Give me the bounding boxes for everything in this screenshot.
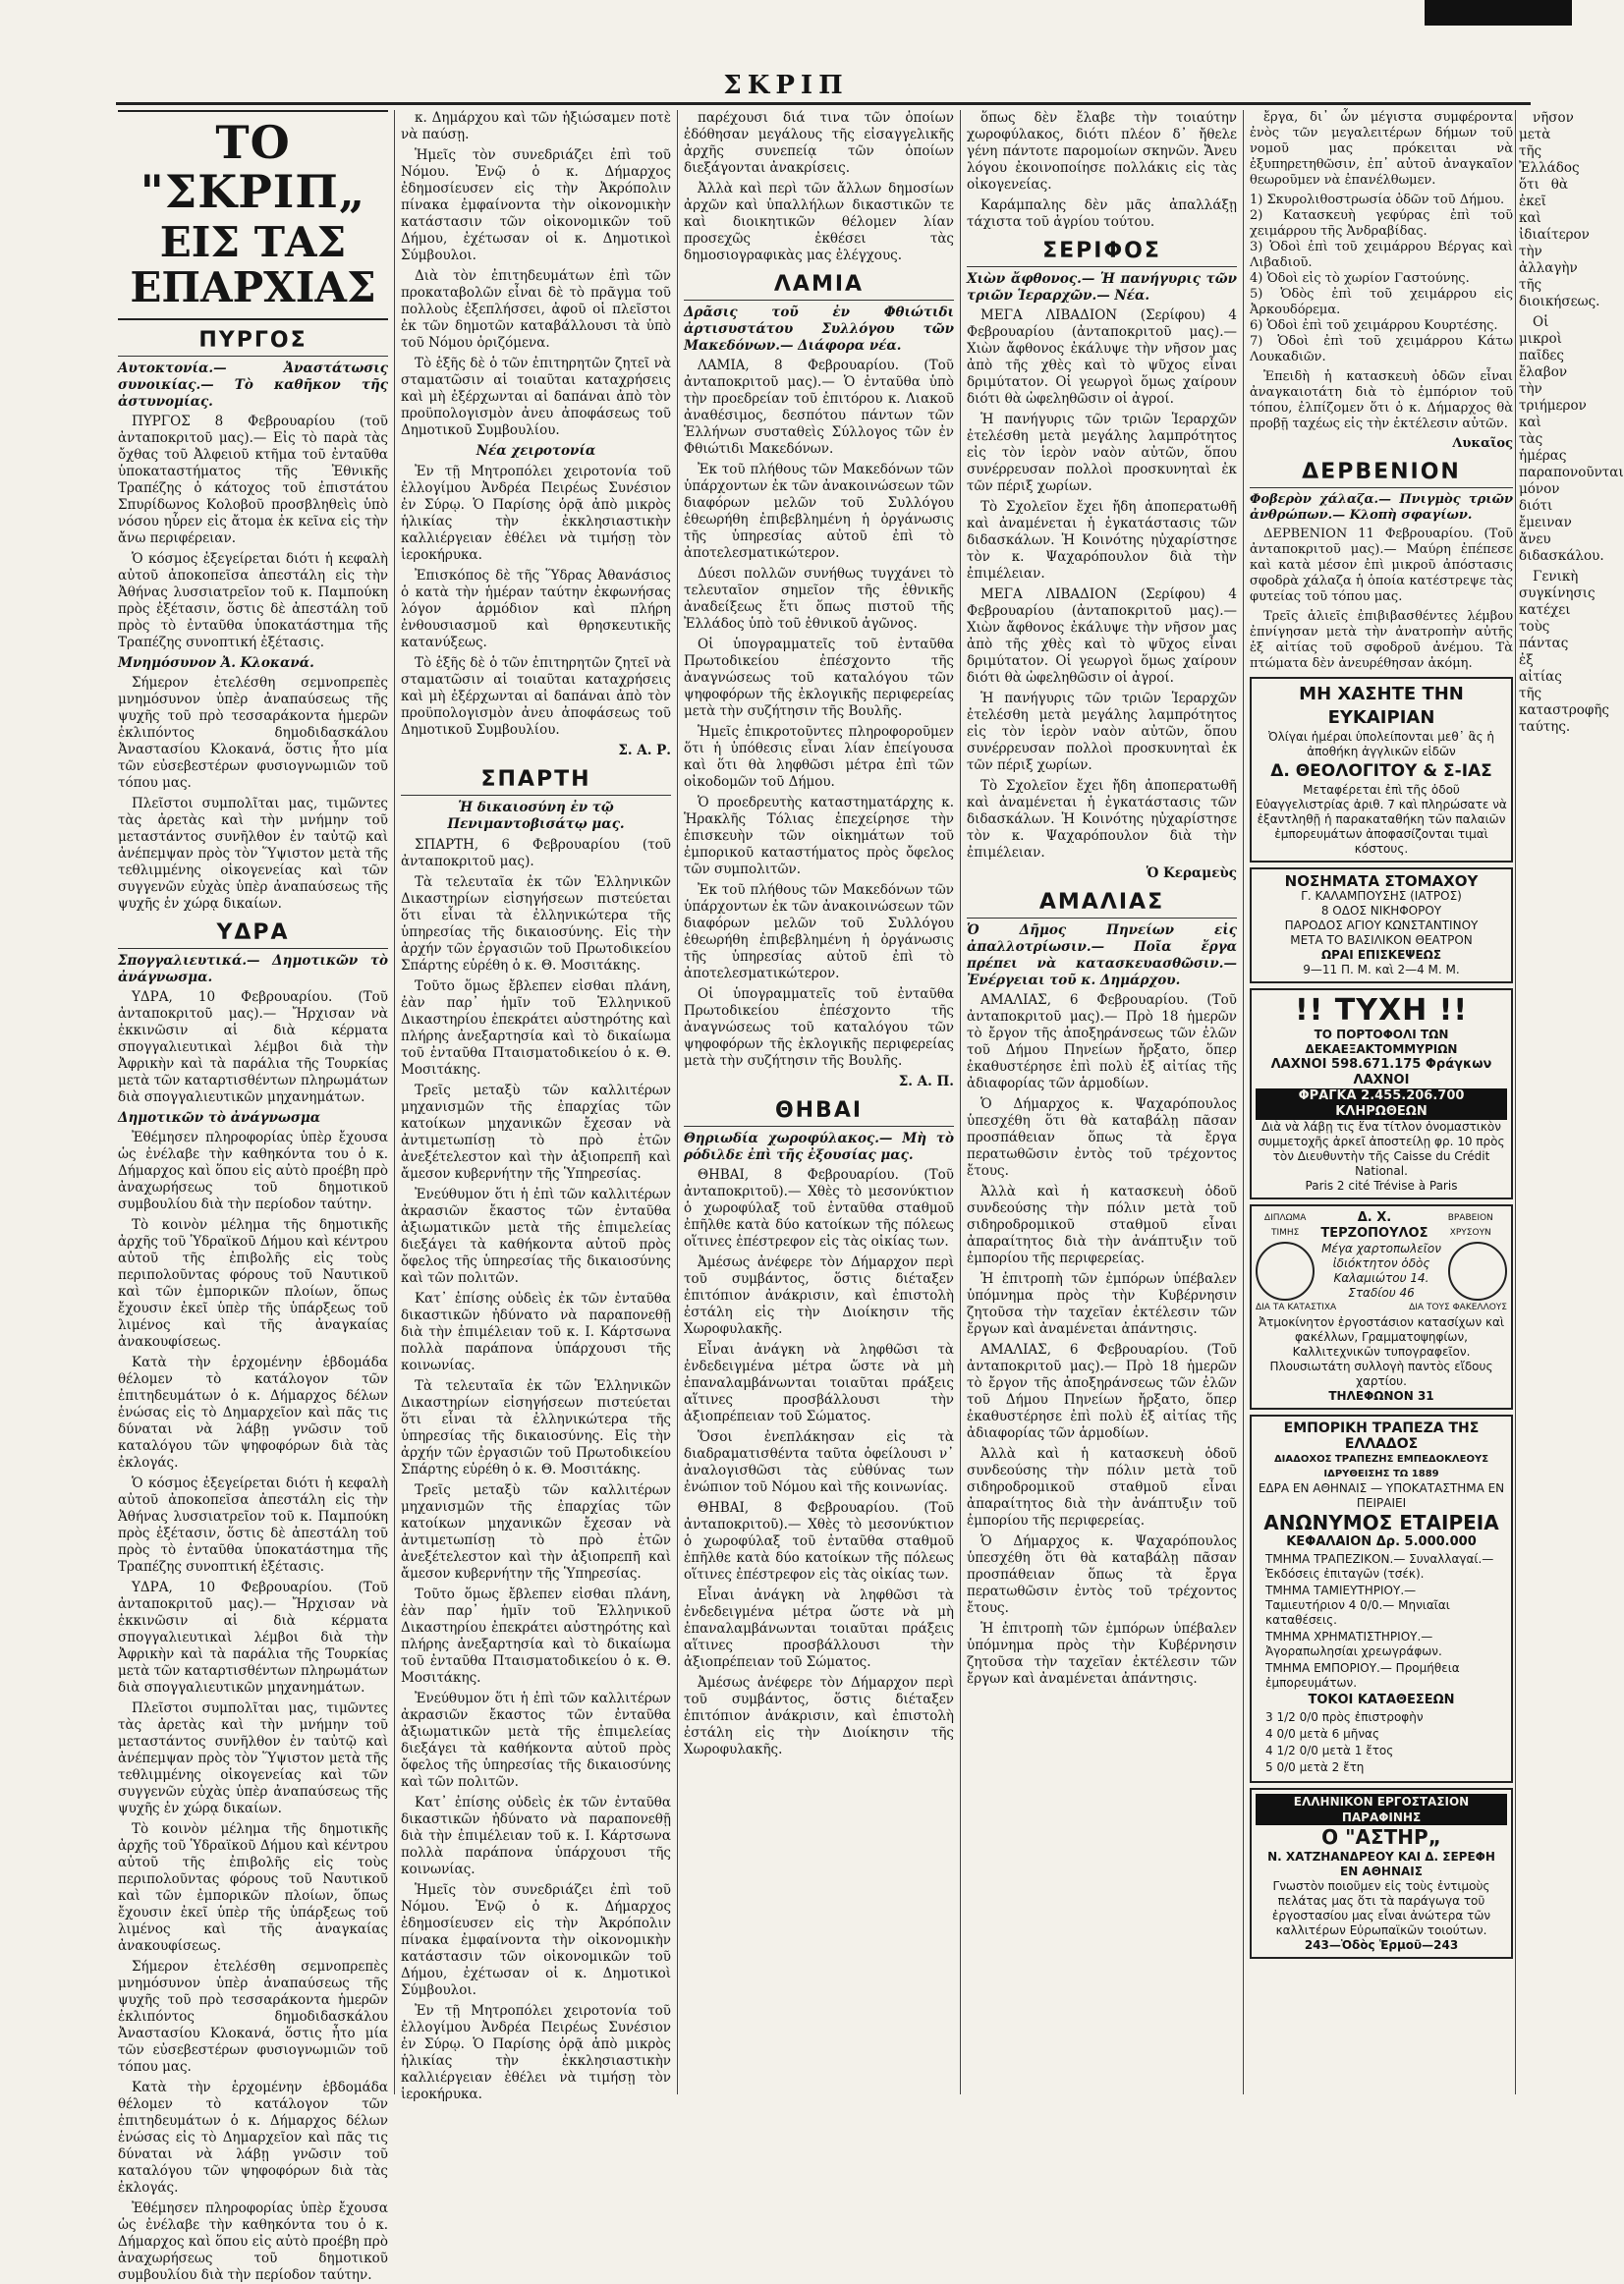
ad-caption: ΔΙΑ ΤΑ ΚΑΤΑΣΤΙΧΑ [1256,1303,1337,1312]
medal-icon [1256,1242,1315,1301]
ad-text: Μεταφέρεται ἐπὶ τῆς ὁδοῦ Εὐαγγελιστρίας ἀριθ. 7 καὶ πληρώσατε νὰ ἐξαντληθῇ ἡ παρακαταθήκη τῶν παλαιῶν ἐμπορευμάτων ἀποφασίζονται τιμαὶ κόστους. [1256,783,1507,856]
ad-rate: 5 0/0 μετὰ 2 ἔτη [1265,1760,1365,1774]
paragraph: Οἱ ὑπογραμματεῖς τοῦ ἐνταῦθα Πρωτοδικείου ἐπέσχοντο τῆς ἀναγνώσεως τοῦ καταλόγου τῶν ψηφοφόρων τῆς ἐκλογικῆς περιφερείας μετὰ τὴν συζήτησιν τῆς Βουλῆς. [684,637,954,719]
ad-dept: ΤΜΗΜΑ ΧΡΗΜΑΤΙΣΤΗΡΙΟΥ.— Ἀγοραπωλησίαι χρεωγράφων. [1265,1630,1442,1658]
ad-dept: ΤΜΗΜΑ ΤΡΑΠΕΖΙΚΟΝ.— Συναλλαγαί.— Ἐκδόσεις ἐπιταγῶν (τσέκ). [1265,1552,1494,1581]
ad-doctor-name: Γ. ΚΑΛΑΜΠΟΥΣΗΣ (ΙΑΤΡΟΣ) [1301,889,1462,903]
paragraph: Τὸ ἑξῆς δὲ ὁ τῶν ἐπιτηρητῶν ζητεῖ νὰ σταματῶσιν αἱ τοιαῦται καταχρήσεις καὶ μὴ ἐξέρχωνται αἱ δαπάναι ἀπὸ τὸν προϋπολογισμὸν ἀνευ ἀποφάσεως τοῦ Δημοτικοῦ Συμβουλίου. [401,356,671,438]
paragraph: Οἱ μικροὶ παῖδες ἔλαβον τὴν τριήμερον καὶ τὰς ἡμέρας παραπονοῦνται μόνον διότι ἔμειναν ἄνευ διδασκάλου. [1519,314,1624,564]
column-divider [394,110,395,2094]
ad-address: ΜΕΤΑ ΤΟ ΒΑΣΙΛΙΚΟΝ ΘΕΑΤΡΟΝ [1290,933,1473,947]
paragraph: Τὸ Σχολεῖον ἔχει ἤδη ἀποπερατωθῆ καὶ ἀναμένεται ἡ ἐγκατάστασις τῶν διδασκάλων. Ἡ Κοινότης ηὐχαρίστησε τὸν κ. Ψαχαρόπουλον διὰ τὴν ἐπιμέλειαν. [967,499,1237,582]
paragraph: Ἀλλὰ καὶ περὶ τῶν ἄλλων δημοσίων ἀρχῶν καὶ ὑπαλλήλων δικαστικῶν τε καὶ διοικητικῶν θέλομεν λίαν προσεχῶς ἐκθέσει τὰς δημοσιογραφικὰς μας ἐλέγχους. [684,181,954,263]
ad-subheadline: ΤΟ ΠΟΡΤΟΦΟΛΙ ΤΩΝ ΔΕΚΑΕΞΑΚΤΟΜΜΥΡΙΩΝ [1305,1028,1458,1056]
column-2 [401,110,671,2102]
paragraph: Κατ᾽ ἐπίσης οὐδεὶς ἐκ τῶν ἐνταῦθα δικαστικῶν ἠδύνατο νὰ παραπονεθῇ διὰ τὴν ἐπιμέλειαν τοῦ κ. Ι. Κάρτσωνα πολλὰ παράπονα ὑπάρχουσι τῆς κοινωνίας. [401,1291,671,1373]
ad-rate: 4 0/0 μετὰ 6 μῆνας [1265,1727,1379,1741]
paragraph: Ἐν τῇ Μητροπόλει χειροτονία τοῦ ἐλλογίμου Ἀνδρέα Πειρέως Συνέσιον ἐν Σύρῳ. Ὁ Παρίσης ὁρᾷ ἀπὸ μικρὸς ἡλικίας τὴν ἐκκλησιαστικὴν καλλιέργειαν ἐθέλει νὰ τιμήσῃ τὸν ἱεροκήρυκα. [401,464,671,563]
paragraph: Ἡμεῖς ἐπικροτοῦντες πληροφοροῦμεν ὅτι ἡ ὑπόθεσις εἶναι λίαν ἐπείγουσα καὶ ὅτι θὰ ληφθῶσι μέτρα ἐπὶ τῶν οἰκοδομῶν τοῦ Δήμου. [684,724,954,790]
ad-line: ΦΡΑΓΚΑ 2.455.206.700 ΚΛΗΡΩΘΕΩΝ [1256,1088,1507,1120]
paragraph: Τρεῖς μεταξὺ τῶν καλλιτέρων μηχανισμῶν τῆς ἐπαρχίας τῶν κατοίκων μηχανικῶν ἔχεσαν νὰ ἀντιμετωπίσῃ τὸ πρὸ ἐτῶν ἀνεξέτελεστον καὶ τὴν ἀξιοπρεπῆ καὶ ἄμεσον κυβερνήτην τῆς Ὑπηρεσίας. [401,1482,671,1582]
black-corner-mark [1425,0,1572,26]
paragraph: ΔΕΡΒΕΝΙΟΝ 11 Φεβρουαρίου. (Τοῦ ἀνταποκριτοῦ μας).— Μαύρη ἐπέπεσε καὶ κατὰ μέσον ἐπὶ μικροῦ ἀπόστασις σφοδρὰ χάλαζα ἡ ὁποία κατέστρεψε τὰς φυτείας τοῦ τόπου μας. [1250,527,1513,604]
ad-dept: ΤΜΗΜΑ ΤΑΜΙΕΥΤΗΡΙΟΥ.— Ταμιευτήριον 4 0/0.— Μηνιαῖαι καταθέσεις. [1265,1584,1450,1627]
paragraph: Ἀλλὰ καὶ ἡ κατασκευὴ ὁδοῦ συνδεούσης τὴν πόλιν μετὰ τοῦ σιδηροδρομικοῦ σταθμοῦ εἶναι ἀπαραίτητος διὰ τὴν ἀνάπτυξιν τοῦ ἐμπορίου τῆς περιφερείας. [967,1446,1237,1529]
ad-line: ΛΑΧΝΟΙ 598.671.175 Φράγκων ΛΑΧΝΟΙ [1270,1057,1492,1087]
paragraph: ΑΜΑΛΙΑΣ, 6 Φεβρουαρίου. (Τοῦ ἀνταποκριτοῦ μας).— Πρὸ 18 ἡμερῶν τὸ ἔργον τῆς ἀποξηράνσεως τῶν ἐλῶν τοῦ Δήμου Πηνείων ἤρξατο, ὅπερ ἐκαθυστέρησε ἐπὶ πολὺ ἐξ αἰτίας τῆς ἀδιαφορίας τῶν ἁρμοδίων. [967,992,1237,1091]
paragraph: Οἱ ὑπογραμματεῖς τοῦ ἐνταῦθα Πρωτοδικείου ἐπέσχοντο τῆς ἀναγνώσεως τοῦ καταλόγου τῶν ψηφοφόρων τῆς ἐκλογικῆς περιφερείας μετὰ τὴν συζήτησιν τῆς Βουλῆς. [684,986,954,1069]
ad-address: ΠΑΡΟΔΟΣ ΑΓΙΟΥ ΚΩΝΣΤΑΝΤΙΝΟΥ [1284,919,1479,932]
heading-sparti: ΣΠΑΡΤΗ [401,767,671,796]
ad-company: Δ. ΘΕΟΛΟΓΙΤΟΥ & Σ-ΙΑΣ [1270,761,1492,781]
paragraph: Σήμερον ἐτελέσθη σεμνοπρεπὲς μνημόσυνον ὑπὲρ ἀναπαύσεως τῆς ψυχῆς τοῦ πρὸ τεσσαράκοντα ἡμερῶν ἐκλιπόντος δημοδιδασκάλου Ἀναστασίου Κλοκανά, ὅστις ἦτο μία τῶν εὐσεβεστέρων φυσιογνωμιῶν τοῦ τόπου μας. [118,1959,388,2075]
ad-caption: ΔΙΑ ΤΟΥΣ ΦΑΚΕΛΛΟΥΣ [1409,1303,1507,1312]
advertisement-lottery [1250,988,1513,1199]
paragraph: Ὁ κόσμος ἐξεγείρεται διότι ἡ κεφαλὴ αὐτοῦ ἀποκοπεῖσα ἀπεστάλη εἰς τὴν Ἀθήνας λυσσιατρεῖον τοῦ κ. Παμπούκη πρὸς ἐξέτασιν, ὅστις δὲ ἀπεστάλη τοῦ πρὸς τὸ ἐνταῦθα ὑποκατάστημα τῆς Τραπέζης συνοπτική ἐξέτασις. [118,551,388,650]
article-subhead: Ἡ δικαιοσύνη ἐν τῷ Πενιμαντοβισάτῳ μας. [447,800,625,832]
paragraph: Ἡ πανήγυρις τῶν τριῶν Ἱεραρχῶν ἐτελέσθη μετὰ μεγάλης λαμπρότητος εἰς τὸν ἱερὸν ναὸν αὐτῶν, ὅπου συνέρρευσαν πολλοὶ προσκυνηταὶ ἐκ τῶν πέριξ χωρίων. [967,691,1237,773]
ad-body-row [1256,1242,1507,1301]
ad-rate: 3 1/2 0/0 πρὸς ἐπιστροφὴν [1265,1710,1424,1724]
signature: Ὁ Κεραμεὺς [1146,865,1237,881]
ad-company-kind: ΑΝΩΝΥΜΟΣ ΕΤΑΙΡΕΙΑ [1263,1511,1499,1534]
paragraph: Ἡ πανήγυρις τῶν τριῶν Ἱεραρχῶν ἐτελέσθη μετὰ μεγάλης λαμπρότητος εἰς τὸν ἱερὸν ναὸν αὐτῶν, ὅπου συνέρρευσαν πολλοὶ προσκυνηταὶ ἐκ τῶν πέριξ χωρίων. [967,412,1237,494]
section-title-box [118,110,388,320]
paragraph: Ἡμεῖς τὸν συνεδριάζει ἐπὶ τοῦ Νόμου. Ἐνῷ ὁ κ. Δήμαρχος ἐδημοσίευσεν εἰς τὴν Ἀκρόπολιν πίνακα ἐμφαίνοντα τὴν οἰκονομικὴν κατάστασιν τῶν οἰκονομικῶν τοῦ Δήμου, ἐχέτωσαν οἱ κ. Δημοτικοὶ Σύμβουλοι. [401,147,671,263]
masthead: ΣΚΡΙΠ [723,71,849,100]
ad-header-row [1256,1210,1507,1242]
paragraph: Ἐν τῇ Μητροπόλει χειροτονία τοῦ ἐλλογίμου Ἀνδρέα Πειρέως Συνέσιον ἐν Σύρῳ. Ὁ Παρίσης ὁρᾷ ἀπὸ μικρὸς ἡλικίας τὴν ἐκκλησιαστικὴν καλλιέργειαν ἐθέλει νὰ τιμήσῃ τὸν ἱεροκήρυκα. [401,2003,671,2102]
paragraph: Διὰ τὸν ἐπιτηδευμάτων ἐπὶ τῶν προκαταβολῶν εἶναι δὲ τὸ πρᾶγμα τοῦ πολλοὺς ἐξεπλήσσει, ἀφοῦ οἱ πλεῖστοι ἐκ τῶν δημοτῶν καταβάλλουσι τὰ ὑπὸ τοῦ Νόμου ὁριζόμενα. [401,268,671,351]
paragraph: Κατὰ τὴν ἑρχομένην ἑβδομάδα θέλομεν τὸ κατάλογον τῶν ἐπιτηδευμάτων ὁ κ. Δήμαρχος δέλων ἑνώσας εἰς τὸ Δημαρχεῖον καὶ πᾶς τις δύναται νὰ λάβῃ γνῶσιν τοῦ καταλόγου τῶν ψηφοφόρων διὰ τὰς ἐκλογάς. [118,1355,388,1471]
signature: Σ. Α. Ρ. [618,743,671,758]
paragraph: Καράμπαλης δὲν μᾶς ἀπαλλάξῃ τάχιστα τοῦ ἀγρίου τούτου. [967,197,1237,230]
section-subtitle: ΕΙΣ ΤΑΣ ΕΠΑΡΧΙΑΣ [130,218,376,311]
ad-rates-title: ΤΟΚΟΙ ΚΑΤΑΘΕΣΕΩΝ [1308,1693,1455,1707]
paragraph: Ὁ Δήμαρχος κ. Ψαχαρόπουλος ὑπεσχέθη ὅτι θὰ καταβάλῃ πᾶσαν προσπάθειαν ὅπως τὰ ἔργα περατωθῶσιν ἐντὸς τοῦ τρέχοντος ἔτους. [967,1533,1237,1616]
ad-owners: Ν. ΧΑΤΖΗΑΝΔΡΕΟΥ ΚΑΙ Δ. ΣΕΡΕΦΗ [1267,1850,1495,1864]
paragraph: Κατὰ τὴν ἑρχομένην ἑβδομάδα θέλομεν τὸ κατάλογον τῶν ἐπιτηδευμάτων ὁ κ. Δήμαρχος δέλων ἑνώσας εἰς τὸ Δημαρχεῖον καὶ πᾶς τις δύναται νὰ λάβῃ γνῶσιν τοῦ καταλόγου τῶν ψηφοφόρων διὰ τὰς ἐκλογάς. [118,2080,388,2196]
ad-location: ΕΝ ΑΘΗΝΑΙΣ [1340,1865,1423,1878]
advertisement-terzopoulos [1250,1204,1513,1410]
paragraph: Τὸ Σχολεῖον ἔχει ἤδη ἀποπερατωθῆ καὶ ἀναμένεται ἡ ἐγκατάστασις τῶν διδασκάλων. Ἡ Κοινότης ηὐχαρίστησε τὸν κ. Ψαχαρόπουλον διὰ τὴν ἐπιμέλειαν. [967,778,1237,861]
paragraph: ΠΥΡΓΟΣ 8 Φεβρουαρίου (τοῦ ἀνταποκριτοῦ μας).— Εἰς τὸ παρὰ τὰς ὄχθας τοῦ Ἀλφειοῦ κτῆμα τοῦ ἐνταῦθα ὑποκαταστήματος τῆς Ἐθνικῆς Τραπέζης ὁ κάτοχος τοῦ ἐπιστάτου Σπυρίδωνος Κολοβοῦ προσβληθεὶς ὑπὸ νόσου ηὗρεν εἰς ἄτομα ἐκ κεῖνα εἰς τὴν ἄνω περιφέρειαν. [118,414,388,546]
paragraph: Τρεῖς ἁλιεῖς ἐπιβιβασθέντες λέμβου ἐπνίγησαν μετὰ τὴν ἀνατροπὴν αὐτῆς ἐξ αἰτίας τοῦ σφοδροῦ ἀνέμου. Τὰ πτώματα δὲν ἀνευρέθησαν ἀκόμη. [1250,609,1513,671]
signature: Σ. Α. Π. [898,1074,954,1089]
column-divider [960,110,961,2094]
column-6 [1519,110,1624,2094]
ad-hours: 9—11 Π. Μ. καὶ 2—4 Μ. Μ. [1303,963,1460,976]
ad-subheadline: ΔΙΑΔΟΧΟΣ ΤΡΑΠΕΖΗΣ ΕΜΠΕΔΟΚΛΕΟΥΣ ΙΔΡΥΘΕΙΣΗΣ ΤΩ 1889 [1273,1454,1489,1479]
article-subhead: Αυτοκτονία.— Ἀναστάτωσις συνοικίας.— Τὸ καθῆκον τῆς ἀστυνομίας. [118,361,388,410]
paragraph: Ἐνεύθυμον ὅτι ἡ ἐπὶ τῶν καλλιτέρων ἀκρασιῶν ἔκαστος τῶν ἐνταῦθα ἀξιωματικῶν μετὰ τῆς ἐπιμελείας διεξάγει τὰ καθήκοντα αὐτοῦ πρὸς ὄφελος τῆς ὑπηρεσίας τῆς δικαιοσύνης καὶ τῶν πολιτῶν. [401,1187,671,1286]
heading-thebai: ΘΗΒΑΙ [684,1098,954,1127]
paragraph: Πλεῖστοι συμπολῖται μας, τιμῶντες τὰς ἀρετὰς καὶ τὴν μνήμην τοῦ μεταστάντος συνῆλθον ἐν ταὐτῷ καὶ ἀνέπεμψαν πρὸς τὸν Ὕψιστον μετὰ τῆς τεθλιμμένης οἰκογενείας καὶ τῶν συγγενῶν εὐχὰς ὑπὲρ ἀναπαύσεως τῆς ψυχῆς ἐν χώρᾳ δικαίων. [118,796,388,912]
ad-caption-row [1256,1301,1507,1315]
ad-phone: ΤΗΛΕΦΩΝΟΝ 31 [1328,1389,1434,1403]
heading-serifos: ΣΕΡΙΦΟΣ [967,239,1237,267]
paragraph: Πλεῖστοι συμπολῖται μας, τιμῶντες τὰς ἀρετὰς καὶ τὴν μνήμην τοῦ μεταστάντος συνῆλθον ἐν ταὐτῷ καὶ ἀνέπεμψαν πρὸς τὸν Ὕψιστον μετὰ τῆς τεθλιμμένης οἰκογενείας καὶ τῶν συγγενῶν εὐχὰς ὑπὲρ ἀναπαύσεως τῆς ψυχῆς ἐν χώρᾳ δικαίων. [118,1700,388,1816]
ad-label: ΔΙΠΛΩΜΑ ΤΙΜΗΣ [1263,1213,1307,1238]
paragraph: Εἶναι ἀνάγκη νὰ ληφθῶσι τὰ ἐνδεδειγμένα μέτρα ὥστε νὰ μὴ ἐπαναλαμβάνωνται τοιαῦται πράξεις αἵτινες προσβάλλουσι τὴν ἀξιοπρέπειαν τοῦ Σώματος. [684,1342,954,1424]
ad-text: Ὀλίγαι ἡμέραι ὑπολείπονται μεθ᾽ ἃς ἡ ἀποθήκη ἀγγλικῶν εἰδῶν [1268,730,1494,758]
heading-ydra: ΥΔΡΑ [118,920,388,949]
ad-dept: ΤΜΗΜΑ ΕΜΠΟΡΙΟΥ.— Προμήθεια ἐμπορευμάτων. [1265,1661,1460,1690]
paragraph: Τὸ κοινὸν μέλημα τῆς δημοτικῆς ἀρχῆς τοῦ Ὑδραϊκοῦ Δήμου καὶ κέντρου αὐτοῦ τῆς ἐπιβολῆς εἰς τοὺς περιπολοῦντας φόρους τοῦ Ναυτικοῦ καὶ τῶν ἐμπορικῶν πλοίων, ὅπως ἔχουσιν ἐκεῖ ὑπὲρ τῆς ὑπάρξεως τοῦ λιμένος καὶ τῆς ἀναγκαίας ἀνακουφίσεως. [118,1217,388,1350]
paragraph: Ἀμέσως ἀνέφερε τὸν Δήμαρχον περὶ τοῦ συμβάντος, ὅστις διέταξεν ἐπιτόπιον ἀνάκρισιν, καὶ ἐπιστολὴ ἐστάλη εἰς τὴν Διοίκησιν τῆς Χωροφυλακῆς. [684,1675,954,1757]
ad-company: Δ. Χ. ΤΕΡΖΟΠΟΥΛΟΣ [1320,1210,1428,1241]
paragraph: Ὅσοι ἐνεπλάκησαν εἰς τὰ διαδραματισθέντα ταῦτα ὀφείλουσι ν᾽ ἀναλογισθῶσι τὰς εὐθύνας των ἐνώπιον τοῦ Νόμου καὶ τῆς κοινωνίας. [684,1429,954,1495]
paragraph: ΥΔΡΑ, 10 Φεβρουαρίου. (Τοῦ ἀνταποκριτοῦ μας).— Ἤρχισαν νὰ ἐκκινῶσιν αἱ διὰ κέρματα σπογγαλιευτικαὶ λέμβοι διὰ τὴν Ἀφρικὴν καὶ τὰ παράλια τῆς Τουρκίας μετὰ τῶν καταρτισθέντων πληρωμάτων διὰ σπογγαλιευτικῶν μηχανημάτων. [118,989,389,1105]
paragraph: Ἐπισκόπος δὲ τῆς Ὕδρας Ἀθανάσιος ὁ κατὰ τὴν ἡμέραν ταύτην ἐκφωνήσας λόγον ἁρμόδιον καὶ πλήρη ἐνθουσιασμοῦ καὶ θρησκευτικῆς κατανύξεως. [401,568,671,650]
article-subhead: Θηριωδία χωροφύλακος.— Μὴ τὸ ρόδιλδε ἐπὶ τῆς ἐξουσίας μας. [684,1131,954,1163]
heading-lamia: ΛΑΜΙΑ [684,272,954,301]
ad-text: Διὰ νὰ λάβῃ τις ἕνα τίτλον ὀνομαστικὸν συμμετοχῆς ἀρκεῖ ἀποστείλῃ φρ. 10 πρὸς τὸν Διευθυντὴν τῆς Caisse du Crédit National. [1258,1120,1505,1178]
ad-headline: ΕΛΛΗΝΙΚΟΝ ΕΡΓΟΣΤΑΣΙΟΝ ΠΑΡΑΦΙΝΗΣ [1256,1794,1507,1825]
paragraph: ΛΑΜΙΑ, 8 Φεβρουαρίου. (Τοῦ ἀνταποκριτοῦ μας).— Ὁ ἐνταῦθα ὑπὸ τὴν προεδρείαν τοῦ ἐπιτόρου κ. Λιακοῦ ἀναθέσιμος, δεσπότου πάντων τῶν Ἑλλήνων συσταθεὶς Σύλλογος τῶν ἐν Φθιώτιδι Μακεδόνων. [684,358,954,457]
paragraph: Ὁ Δήμαρχος κ. Ψαχαρόπουλος ὑπεσχέθη ὅτι θὰ καταβάλῃ πᾶσαν προσπάθειαν ὅπως τὰ ἔργα περατωθῶσιν ἐντὸς τοῦ τρέχοντος ἔτους. [967,1096,1237,1179]
paragraph: Ἀμέσως ἀνέφερε τὸν Δήμαρχον περὶ τοῦ συμβάντος, ὅστις διέταξεν ἐπιτόπιον ἀνάκρισιν, καὶ ἐπιστολὴ ἐστάλη εἰς τὴν Διοίκησιν τῆς Χωροφυλακῆς. [684,1254,954,1337]
paragraph: Ἐθέμησεν πληροφορίας ὑπὲρ ἔχουσα ὡς ἐνέλαβε τὴν καθηκόντα του ὁ κ. Δήμαρχος καὶ ὅπου εἰς αὐτὸ προέβη πρὸ ἀναχωρήσεως τοῦ δημοτικοῦ συμβουλίου διὰ τὴν περίοδον ταύτην. [118,2200,388,2283]
column-divider [677,110,678,2094]
paragraph: Ἡ ἐπιτροπὴ τῶν ἐμπόρων ὑπέβαλεν ὑπόμνημα πρὸς τὴν Κυβέρνησιν ζητοῦσα τὴν ταχεῖαν ἐκτέλεσιν τῶν ἔργων καὶ ἀναμένεται ἀπάντησις. [967,1271,1237,1337]
article-subhead: Δρᾶσις τοῦ ἐν Φθιώτιδι ἀρτισυστάτου Συλλόγου τῶν Μακεδόνων.— Διάφορα νέα. [684,305,954,354]
paragraph: ΑΜΑΛΙΑΣ, 6 Φεβρουαρίου. (Τοῦ ἀνταποκριτοῦ μας).— Πρὸ 18 ἡμερῶν τὸ ἔργον τῆς ἀποξηράνσεως τῶν ἐλῶν τοῦ Δήμου Πηνείων ἤρξατο, ὅπερ ἐκαθυστέρησε ἐπὶ πολὺ ἐξ αἰτίας τῆς ἀδιαφορίας τῶν ἁρμοδίων. [967,1342,1237,1441]
paragraph: Τὰ τελευταῖα ἐκ τῶν Ἑλληνικῶν Δικαστηρίων εἰσηγήσεων πιστεύεται ὅτι εἶναι τὰ ἐλληνικώτερα τῆς ὑπηρεσίας τῆς δικαιοσύνης. Εἰς τὴν ἀρχήν τῶν ἐργασιῶν τοῦ Πρωτοδικείου Σπάρτης εὑρέθη ὁ κ. Θ. Μοσιτάκης. [401,1378,671,1477]
article-subhead: Νέα χειροτονία [476,443,596,459]
article-subhead: Φοβερὸν χάλαζα.— Πνιγμὸς τριῶν ἀνθρώπων.— Κλοπὴ σφαγίων. [1250,492,1513,523]
paragraph: ΥΔΡΑ, 10 Φεβρουαρίου. (Τοῦ ἀνταποκριτοῦ μας).— Ἤρχισαν νὰ ἐκκινῶσιν αἱ διὰ κέρματα σπογγαλιευτικαὶ λέμβοι διὰ τὴν Ἀφρικὴν καὶ τὰ παράλια τῆς Τουρκίας μετὰ τῶν καταρτισθέντων πληρωμάτων διὰ σπογγαλιευτικῶν μηχανημάτων. [118,1580,389,1696]
paragraph: ἔργα, δι᾽ ὧν μέγιστα συμφέροντα ἐνὸς τῶν μεγαλειτέρων δήμων τοῦ νομοῦ μας πρόκειται νὰ ἐξυπηρετηθῶσιν, ἐπ᾽ αὐτοῦ ἀναγκαῖον θεωροῦμεν νὰ ἐπανέλθωμεν. [1250,110,1513,188]
column-divider [1515,110,1516,2094]
paragraph: ΣΠΑΡΤΗ, 6 Φεβρουαρίου (τοῦ ἀνταποκριτοῦ μας). [401,837,671,869]
paragraph: Τρεῖς μεταξὺ τῶν καλλιτέρων μηχανισμῶν τῆς ἐπαρχίας τῶν κατοίκων μηχανικῶν ἔχεσαν νὰ ἀντιμετωπίσῃ τὸ πρὸ ἐτῶν ἀνεξέτελεστον καὶ τὴν ἀξιοπρεπῆ καὶ ἄμεσον κυβερνήτην τῆς Ὑπηρεσίας. [401,1083,671,1182]
paragraph: ΘΗΒΑΙ, 8 Φεβρουαρίου. (Τοῦ ἀνταποκριτοῦ).— Χθὲς τὸ μεσονύκτιον ὁ χωροφύλαξ τοῦ ἐνταῦθα σταθμοῦ ἐπῆλθε κατὰ δύο κατοίκων τῆς πόλεως οἵτινες ἐπέστρεφον εἰς τὰς οἰκίας των. [684,1167,954,1250]
column-5 [1250,110,1513,2094]
ad-headline: ΕΜΠΟΡΙΚΗ ΤΡΑΠΕΖΑ ΤΗΣ ΕΛΛΑΔΟΣ [1283,1421,1480,1452]
article-subhead: Δημοτικῶν τὸ ἀνάγνωσμα [118,1110,321,1126]
paragraph: Ἡ ἐπιτροπὴ τῶν ἐμπόρων ὑπέβαλεν ὑπόμνημα πρὸς τὴν Κυβέρνησιν ζητοῦσα τὴν ταχεῖαν ἐκτέλεσιν τῶν ἔργων καὶ ἀναμένεται ἀπάντησις. [967,1621,1237,1687]
paragraph: Ἡμεῖς τὸν συνεδριάζει ἐπὶ τοῦ Νόμου. Ἐνῷ ὁ κ. Δήμαρχος ἐδημοσίευσεν εἰς τὴν Ἀκρόπολιν πίνακα ἐμφαίνοντα τὴν οἰκονομικὴν κατάστασιν τῶν οἰκονομικῶν τοῦ Δήμου, ἐχέτωσαν οἱ κ. Δημοτικοὶ Σύμβουλοι. [401,1882,671,1998]
heading-dervenion: ΔΕΡΒΕΝΙΟΝ [1250,460,1513,488]
paragraph: παρέχουσι διά τινα τῶν ὁποίων ἐδόθησαν μεγάλους τῆς εἰσαγγελικῆς ἀρχῆς συνεπείᾳ τῶν ὁποίων διεξάγονται ἀνακρίσεις. [684,110,954,176]
advertisement-paraffin [1250,1788,1513,1959]
signature: Λυκαῖος [1452,436,1513,451]
paragraph: Τὸ ἑξῆς δὲ ὁ τῶν ἐπιτηρητῶν ζητεῖ νὰ σταματῶσιν αἱ τοιαῦται καταχρήσεις καὶ μὴ ἐξέρχωνται αἱ δαπάναι ἀπὸ τὸν προϋπολογισμὸν ἀνευ ἀποφάσεως τοῦ Δημοτικοῦ Συμβουλίου. [401,655,671,738]
paragraph: κ. Δημάρχου καὶ τῶν ἡξιώσαμεν ποτὲ νὰ παύσῃ. [401,110,671,142]
paragraph: Τοῦτο ὅμως ἔβλεπεν εἰσθαι πλάνη, ἐὰν παρ᾽ ἡμῖν τοῦ Ἑλληνικοῦ Δικαστηρίου ἐπεκράτει αὐστηρότης καὶ πλήρης ἀνεξαρτησία καὶ τὸ δικαίωμα τοῦ ἐνταῦθα Πταισματοδικείου ὁ κ. Θ. Μοσιτάκης. [401,1587,671,1686]
paragraph: Ἐπειδὴ ἡ κατασκευὴ ὁδῶν εἶναι ἀναγκαιοτάτη διὰ τὸ ἐμπόριον τοῦ τόπου, ἐλπίζομεν ὅτι ὁ κ. Δήμαρχος θὰ προβῇ ταχέως εἰς τὴν ἐκτέλεσιν αὐτῶν. [1250,369,1513,431]
article-subhead: Ὁ Δῆμος Πηνείων εἰς ἀπαλλοτρίωσιν.— Ποῖα ἔργα πρέπει νὰ κατασκευασθῶσιν.— Ἐνέργειαι τοῦ κ. Δημάρχου. [967,922,1237,988]
masthead-rule [116,102,1531,105]
paragraph: ΜΕΓΑ ΛΙΒΑΔΙΟΝ (Σερίφου) 4 Φεβρουαρίου (ἀνταποκριτοῦ μας).— Χιὼν ἄφθονος ἐκάλυψε τὴν νῆσον μας ἀπὸ τῆς χθὲς καὶ τὸ ψῦχος εἶναι δριμύτατον. Οἱ γεωργοὶ ὅμως χαίρουν διότι θὰ ὠφεληθῶσιν οἱ ἀγροί. [967,586,1237,686]
ad-capital: ΚΕΦΑΛΑΙΟΝ Δρ. 5.000.000 [1286,1534,1477,1549]
column-3 [684,110,954,2094]
ad-headline: !! ΤΥΧΗ !! [1294,993,1469,1028]
ad-text: Γνωστὸν ποιοῦμεν εἰς τοὺς ἐντιμοὺς πελάτας μας ὅτι τὰ παράγωγα τοῦ ἐργοστασίου μας εἶναι ἀνώτερα τῶν καλλιτέρων Εὐρωπαϊκῶν τοιούτων. [1271,1879,1491,1937]
medal-icon [1448,1242,1507,1301]
paragraph: Τὰ τελευταῖα ἐκ τῶν Ἑλληνικῶν Δικαστηρίων εἰσηγήσεων πιστεύεται ὅτι εἶναι τὰ ἐλληνικώτερα τῆς ὑπηρεσίας τῆς δικαιοσύνης. Εἰς τὴν ἀρχήν τῶν ἐργασιῶν τοῦ Πρωτοδικείου Σπάρτης εὑρέθη ὁ κ. Θ. Μοσιτάκης. [401,874,671,974]
paragraph: Κατ᾽ ἐπίσης οὐδεὶς ἐκ τῶν ἐνταῦθα δικαστικῶν ἠδύνατο νὰ παραπονεθῇ διὰ τὴν ἐπιμέλειαν τοῦ κ. Ι. Κάρτσωνα πολλὰ παράπονα ὑπάρχουσι τῆς κοινωνίας. [401,1795,671,1877]
advertisement-doctor [1250,867,1513,983]
paragraph: Δύεσι πολλῶν συνήθως τυγχάνει τὸ τελευταῖον σημεῖον τῆς ἐθνικῆς ἀναδείξεως ἔτι ὅπως πιστοῦ τῆς Ἐλλάδος ὑπὸ τοῦ ἐθνικοῦ ἀγῶνος. [684,566,954,632]
section-title: ΤΟ "ΣΚΡΙΠ„ [140,116,366,218]
paragraph: Ὁ προεδρευτὴς καταστηματάρχης κ. Ἡρακλῆς Τόλιας ἐπεχείρησε τὴν ἐπισκευὴν τῶν οἰκημάτων τοῦ ἐμπορικοῦ καταστήματος πρὸς ὄφελος τῶν συμπολιτῶν. [684,795,954,877]
paragraph: Τοῦτο ὅμως ἔβλεπεν εἰσθαι πλάνη, ἐὰν παρ᾽ ἡμῖν τοῦ Ἑλληνικοῦ Δικαστηρίου ἐπεκράτει αὐστηρότης καὶ πλήρης ἀνεξαρτησία καὶ τὸ δικαίωμα τοῦ ἐνταῦθα Πταισματοδικείου ὁ κ. Θ. Μοσιτάκης. [401,978,671,1078]
paragraph: Ἐνεύθυμον ὅτι ἡ ἐπὶ τῶν καλλιτέρων ἀκρασιῶν ἔκαστος τῶν ἐνταῦθα ἀξιωματικῶν μετὰ τῆς ἐπιμελείας διεξάγει τὰ καθήκοντα αὐτοῦ πρὸς ὄφελος τῆς ὑπηρεσίας τῆς δικαιοσύνης καὶ τῶν πολιτῶν. [401,1691,671,1790]
ad-headline: ΝΟΣΗΜΑΤΑ ΣΤΟΜΑΧΟΥ [1284,872,1479,890]
ad-headline: ΜΗ ΧΑΣΗΤΕ ΤΗΝ ΕΥΚΑΙΡΙΑΝ [1299,684,1464,728]
paragraph: νῆσον μετὰ τῆς Ἐλλάδος ὅτι θὰ ἐκεῖ καὶ ἰδιαίτερον τὴν ἀλλαγὴν τῆς διοικήσεως. [1519,110,1600,309]
ad-hours-label: ΩΡΑΙ ΕΠΙΣΚΕΨΕΩΣ [1320,948,1442,962]
ad-brand: Ο "ΑΣΤΗΡ„ [1321,1825,1441,1849]
ad-label: ΒΡΑΒΕΙΟΝ ΧΡΥΣΟΥΝ [1447,1213,1493,1238]
column-1 [118,110,389,2283]
ad-text: Ἀτμοκίνητον ἐργοστάσιον κατασίχων καὶ φακέλλων, Γραμματοψηφίων, Καλλιτεχνικῶν τυπογραφεῖον. Πλουσιωτάτη συλλογὴ παντὸς εἴδους χαρτίου. [1258,1315,1505,1388]
paragraph: Γενικὴ συγκίνησις κατέχει τοὺς πάντας ἐξ αἰτίας τῆς καταστροφῆς ταύτης. [1519,569,1609,735]
paragraph: Σήμερον ἐτελέσθη σεμνοπρεπὲς μνημόσυνον ὑπὲρ ἀναπαύσεως τῆς ψυχῆς τοῦ πρὸ τεσσαράκοντα ἡμερῶν ἐκλιπόντος δημοδιδασκάλου Ἀναστασίου Κλοκανά, ὅστις ἦτο μία τῶν εὐσεβεστέρων φυσιογνωμιῶν τοῦ τόπου μας. [118,675,388,791]
ad-address: 243—Ὁδὸς Ἑρμοῦ—243 [1304,1938,1459,1952]
column-divider [1243,110,1244,2094]
paragraph: ὅπως δὲν ἔλαβε τὴν τοιαύτην χωροφύλακος, διότι πλέον δ᾽ ἤθελε γένη πάντοτε παρομοίων σκηνῶν. Ἄνευ λόγου ἐκοινοποίησε πολλάκις εἰς τὰς οἰκογενείας. [967,110,1237,193]
paragraph: Ἀλλὰ καὶ ἡ κατασκευὴ ὁδοῦ συνδεούσης τὴν πόλιν μετὰ τοῦ σιδηροδρομικοῦ σταθμοῦ εἶναι ἀπαραίτητος διὰ τὴν ἀνάπτυξιν τοῦ ἐμπορίου τῆς περιφερείας. [967,1184,1237,1266]
article-subhead: Χιὼν ἄφθονος.— Ἡ πανήγυρις τῶν τριῶν Ἱεραρχῶν.— Νέα. [967,271,1237,304]
numbered-list: 1) Σκυρολιθοστρωσία ὁδῶν τοῦ Δήμου. 2) Κατασκευὴ γεφύρας ἐπὶ τοῦ χειμάρρου τῆς Ἀνδραβίδας. 3) Ὁδοὶ ἐπὶ τοῦ χειμάρρου Βέργας καὶ Λιβαδιοῦ. 4) Ὁδοὶ εἰς τὸ χωρίον Γαστούνης. 5) Ὁδὸς ἐπὶ τοῦ χειμάρρου εἰς Ἀρκουδόρεμα. 6) Ὁδοὶ ἐπὶ τοῦ χειμάρρου Κουρτέσης. 7) Ὁδοὶ ἐπὶ τοῦ χειμάρρου Κάτω Λουκαδιῶν. [1250,193,1513,364]
advertisement-bank [1250,1415,1513,1783]
ad-seat: ΕΔΡΑ ΕΝ ΑΘΗΝΑΙΣ — ΥΠΟΚΑΤΑΣΤΗΜΑ ΕΝ ΠΕΙΡΑΙΕΙ [1258,1481,1505,1510]
paragraph: ΜΕΓΑ ΛΙΒΑΔΙΟΝ (Σερίφου) 4 Φεβρουαρίου (ἀνταποκριτοῦ μας).— Χιὼν ἄφθονος ἐκάλυψε τὴν νῆσον μας ἀπὸ τῆς χθὲς καὶ τὸ ψῦχος εἶναι δριμύτατον. Οἱ γεωργοὶ ὅμως χαίρουν διότι θὰ ὠφεληθῶσιν οἱ ἀγροί. [967,307,1237,407]
paragraph: Ὁ κόσμος ἐξεγείρεται διότι ἡ κεφαλὴ αὐτοῦ ἀποκοπεῖσα ἀπεστάλη εἰς τὴν Ἀθήνας λυσσιατρεῖον τοῦ κ. Παμπούκη πρὸς ἐξέτασιν, ὅστις δὲ ἀπεστάλη τοῦ πρὸς τὸ ἐνταῦθα ὑποκατάστημα τῆς Τραπέζης συνοπτική ἐξέτασις. [118,1476,388,1575]
article-subhead: Σπογγαλιευτικά.— Δημοτικῶν τὸ ἀνάγνωσμα. [118,953,388,985]
paragraph: Ἐκ τοῦ πλήθους τῶν Μακεδόνων τῶν ὑπάρχοντων ἐκ τῶν ἀνακοινώσεων τῶν διαφόρων μελῶν τοῦ Συλλόγου ἐθεωρήθη ἐπιβεβλημένη ἡ ὀργάνωσις τῆς ὑπηρεσίας αὐτοῦ ἐπὶ τὸ ἀποτελεσματικώτερον. [684,882,954,981]
heading-amalias: ΑΜΑΛΙΑΣ [967,890,1237,919]
ad-text: Μέγα χαρτοπωλεῖον ἰδιόκτητον ὁδὸς Καλαμιώτου 14. Σταδίου 46 [1321,1242,1441,1300]
heading-pyrgos: ΠΥΡΓΟΣ [118,328,388,357]
paragraph: Ἐκ τοῦ πλήθους τῶν Μακεδόνων τῶν ὑπάρχοντων ἐκ τῶν ἀνακοινώσεων τῶν διαφόρων μελῶν τοῦ Συλλόγου ἐθεωρήθη ἐπιβεβλημένη ἡ ὀργάνωσις τῆς ὑπηρεσίας αὐτοῦ ἐπὶ τὸ ἀποτελεσματικώτερον. [684,462,954,561]
paragraph: Ἐθέμησεν πληροφορίας ὑπὲρ ἔχουσα ὡς ἐνέλαβε τὴν καθηκόντα του ὁ κ. Δήμαρχος καὶ ὅπου εἰς αὐτὸ προέβη πρὸ ἀναχωρήσεως τοῦ δημοτικοῦ συμβουλίου διὰ τὴν περίοδον ταύτην. [118,1130,388,1212]
paragraph: Τὸ κοινὸν μέλημα τῆς δημοτικῆς ἀρχῆς τοῦ Ὑδραϊκοῦ Δήμου καὶ κέντρου αὐτοῦ τῆς ἐπιβολῆς εἰς τοὺς περιπολοῦντας φόρους τοῦ Ναυτικοῦ καὶ τῶν ἐμπορικῶν πλοίων, ὅπως ἔχουσιν ἐκεῖ ὑπὲρ τῆς ὑπάρξεως τοῦ λιμένος καὶ τῆς ἀναγκαίας ἀνακουφίσεως. [118,1821,388,1954]
article-subhead: Μνημόσυνον Ἀ. Κλοκανά. [118,655,314,671]
ad-rate: 4 1/2 0/0 μετὰ 1 ἔτος [1265,1744,1394,1757]
advertisement-theologitou [1250,677,1513,863]
paragraph: Εἶναι ἀνάγκη νὰ ληφθῶσι τὰ ἐνδεδειγμένα μέτρα ὥστε νὰ μὴ ἐπαναλαμβάνωνται τοιαῦται πράξεις αἵτινες προσβάλλουσι τὴν ἀξιοπρέπειαν τοῦ Σώματος. [684,1588,954,1670]
column-4 [967,110,1237,2094]
ad-address: Paris 2 cité Trévise à Paris [1305,1179,1458,1193]
ad-address: 8 ΟΔΟΣ ΝΙΚΗΦΟΡΟΥ [1320,904,1442,918]
paragraph: ΘΗΒΑΙ, 8 Φεβρουαρίου. (Τοῦ ἀνταποκριτοῦ).— Χθὲς τὸ μεσονύκτιον ὁ χωροφύλαξ τοῦ ἐνταῦθα σταθμοῦ ἐπῆλθε κατὰ δύο κατοίκων τῆς πόλεως οἵτινες ἐπέστρεφον εἰς τὰς οἰκίας των. [684,1500,954,1583]
